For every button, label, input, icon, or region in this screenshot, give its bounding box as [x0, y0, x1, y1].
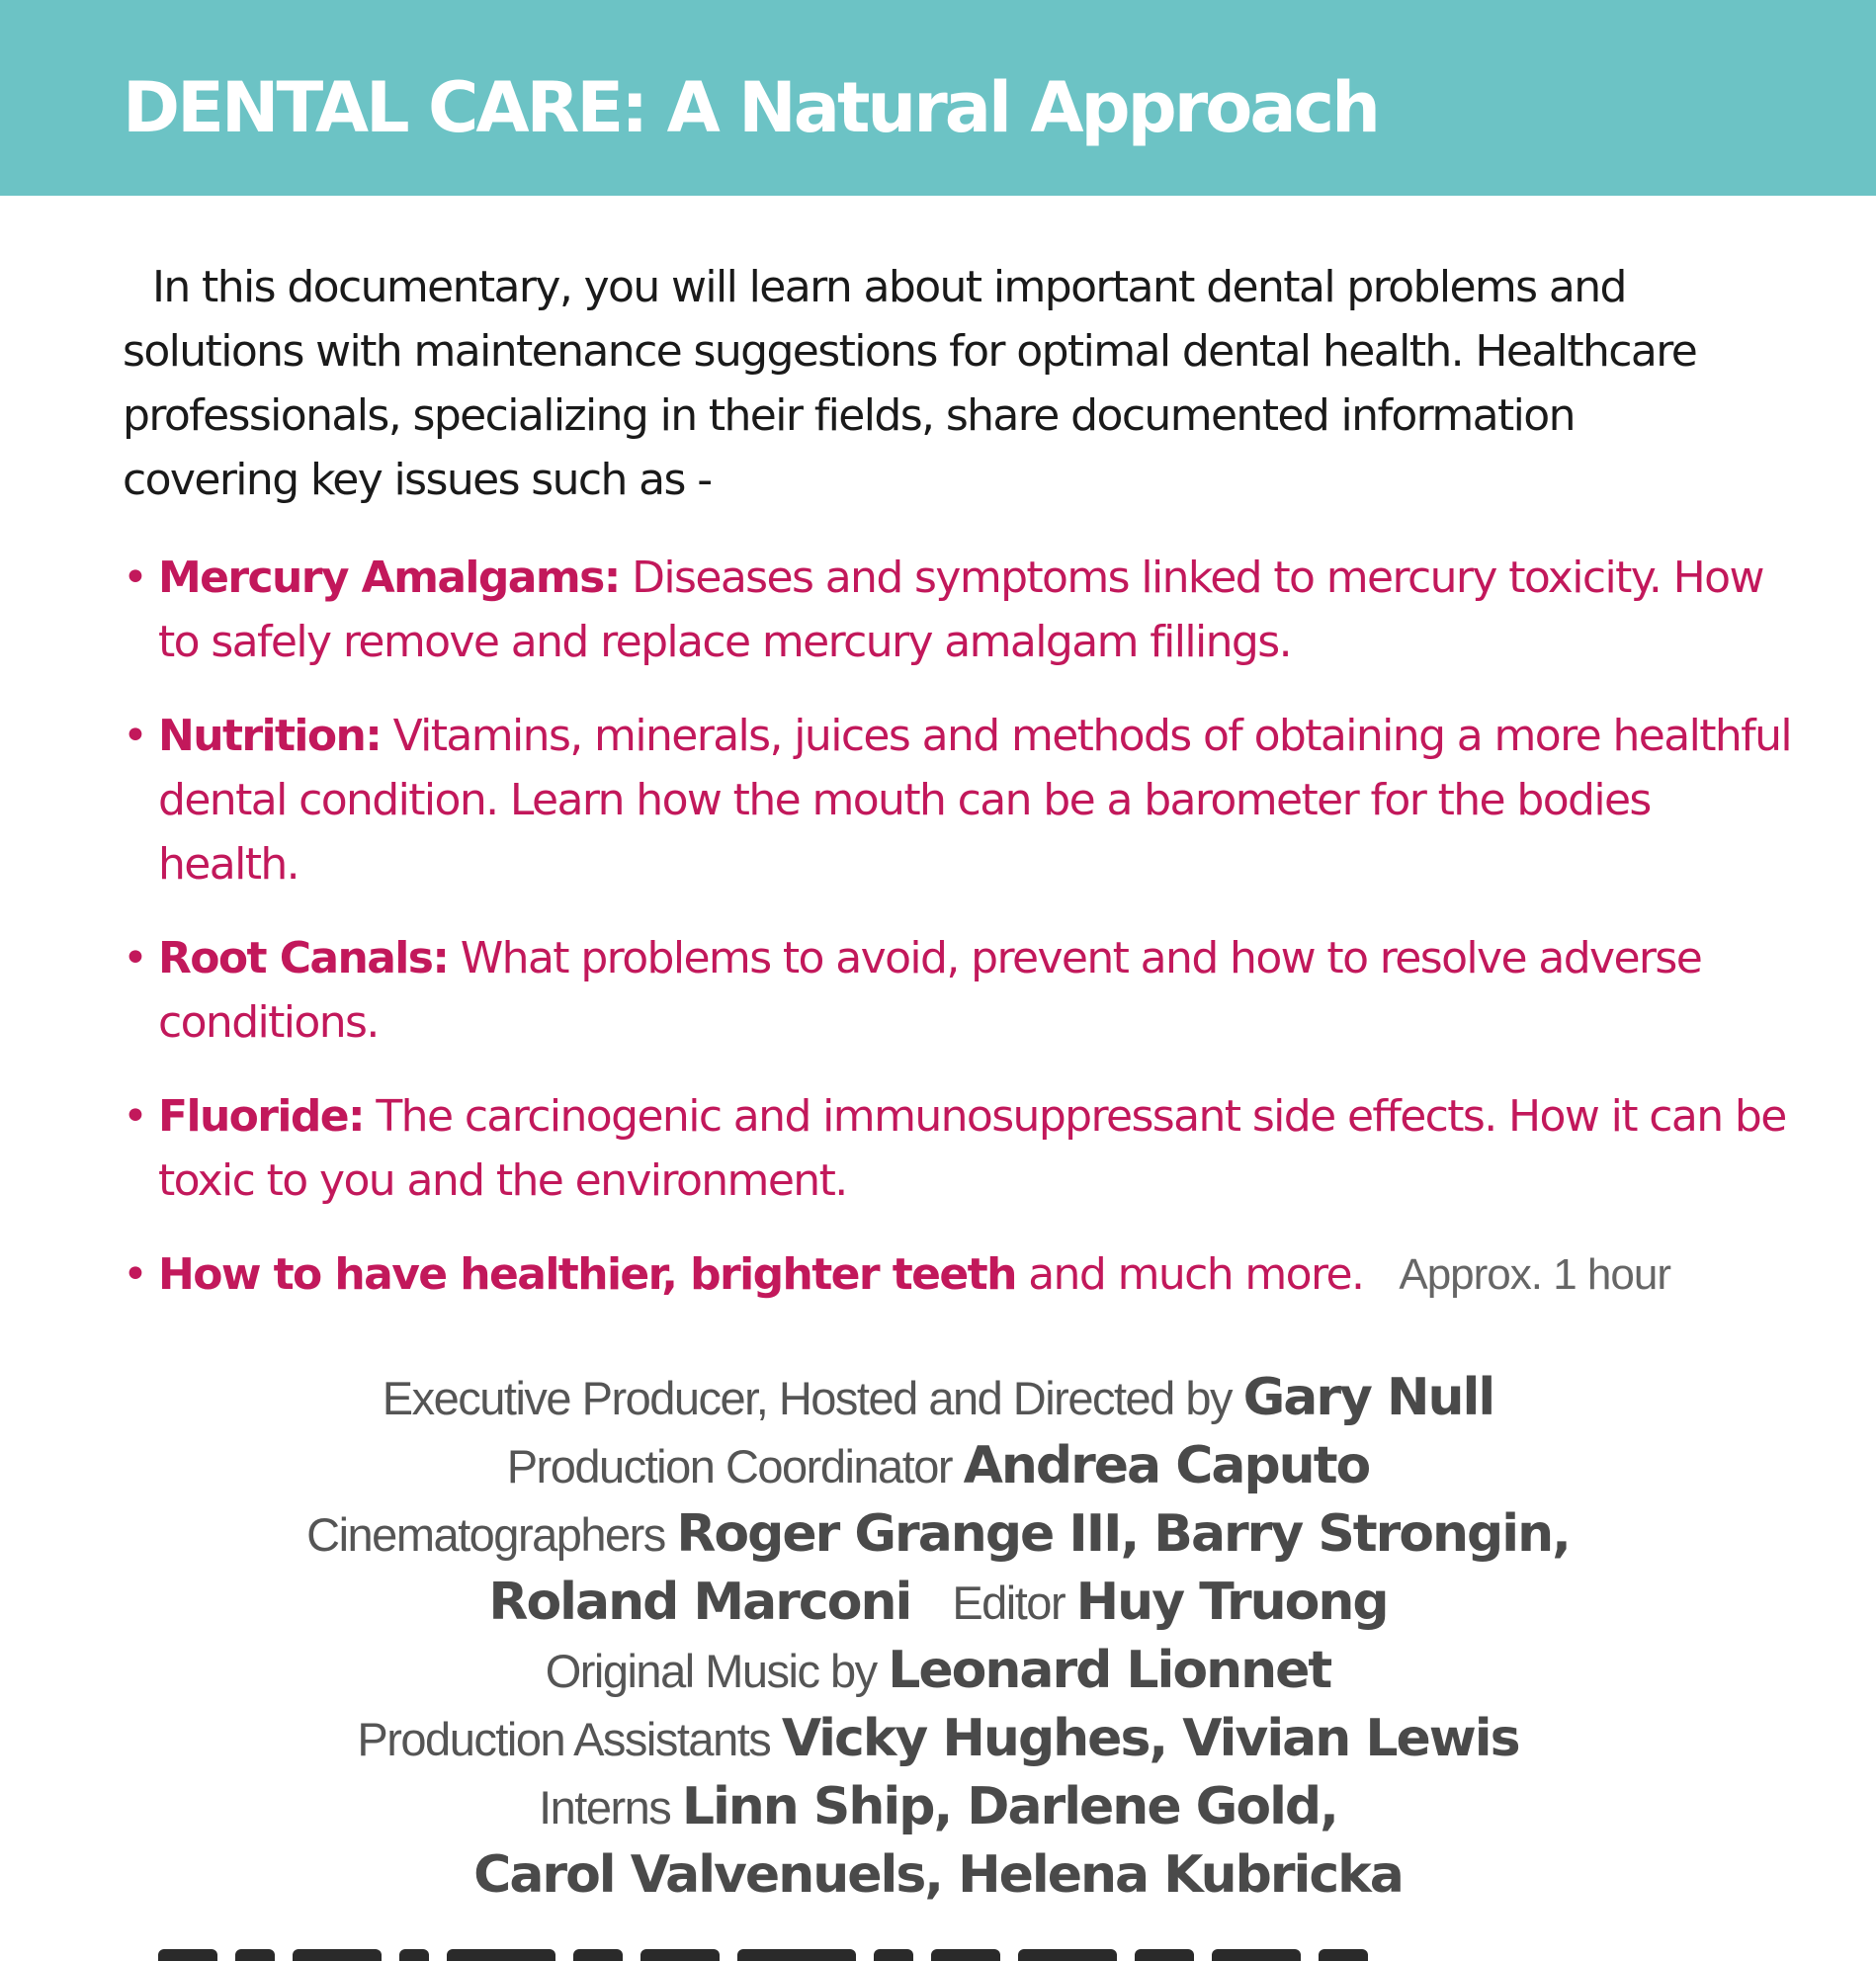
bullet-icon: •: [123, 933, 147, 983]
credit-label: Executive Producer, Hosted and Directed by: [382, 1372, 1233, 1424]
credit-name: Leonard Lionnet: [888, 1641, 1331, 1700]
credit-line-interns: [0, 1773, 1876, 1841]
bullet-icon: •: [123, 553, 147, 603]
credit-label: Original Music by: [545, 1645, 877, 1697]
bullet-text: and much more.: [1015, 1249, 1364, 1300]
bullet-term: Fluoride:: [158, 1091, 365, 1142]
bullet-term: Root Canals:: [158, 933, 449, 983]
bullet-icon: •: [123, 711, 147, 761]
intro-paragraph: In this documentary, you will learn about important dental problems and solutions with maintenance suggestions for optimal dental health. Healthcare professionals, specializing in their fields, share documented information covering key issues such as -: [123, 262, 1697, 505]
credit-name: Andrea Caputo: [963, 1436, 1370, 1495]
credit-line-executive: [0, 1364, 1876, 1432]
title-banner: [0, 0, 1876, 196]
list-item-mercury-amalgams: [123, 546, 1803, 674]
bullet-text: Diseases and symptoms linked to mercury toxicity. How to safely remove and replace mercury amalgam fillings.: [158, 553, 1763, 667]
credit-label: Interns: [539, 1781, 671, 1833]
credit-line-assistants: [0, 1705, 1876, 1773]
credit-line-cinematographers: [0, 1500, 1876, 1569]
credit-name: Linn Ship, Darlene Gold,: [681, 1777, 1337, 1836]
credit-line-coordinator: [0, 1432, 1876, 1500]
cropped-text-line: [158, 1949, 1700, 1961]
page-title: DENTAL CARE: A Natural Approach: [123, 67, 1378, 148]
bullet-term: Mercury Amalgams:: [158, 553, 620, 603]
list-item-healthier-teeth: [123, 1242, 1803, 1307]
credit-label: Editor: [952, 1577, 1066, 1629]
credits-block: [0, 1364, 1876, 1910]
bullet-text: What problems to avoid, prevent and how to resolve adverse conditions.: [158, 933, 1702, 1048]
credit-name: Huy Truong: [1075, 1573, 1388, 1632]
credit-line-interns-cont: [0, 1841, 1876, 1910]
running-time: Approx. 1 hour: [1399, 1250, 1670, 1299]
credit-label: Production Coordinator: [506, 1440, 953, 1492]
list-item-root-canals: [123, 926, 1803, 1055]
bullet-term: How to have healthier, brighter teeth: [158, 1249, 1016, 1300]
credit-name: Roland Marconi: [488, 1573, 911, 1632]
topic-list: [123, 546, 1803, 1336]
credit-name: Gary Null: [1242, 1368, 1494, 1427]
bullet-icon: •: [123, 1091, 147, 1142]
bullet-term: Nutrition:: [158, 711, 382, 761]
bullet-text: Vitamins, minerals, juices and methods of obtaining a more healthful dental condition. Learn how the mouth can be a barometer for the bodies health.: [158, 711, 1791, 890]
credit-name: Carol Valvenuels, Helena Kubricka: [473, 1845, 1403, 1905]
credit-name: Roger Grange III, Barry Strongin,: [676, 1504, 1570, 1564]
credit-name: Vicky Hughes, Vivian Lewis: [781, 1709, 1519, 1768]
credit-line-cinematographers-editor: [0, 1569, 1876, 1637]
list-item-nutrition: [123, 704, 1803, 896]
list-item-fluoride: [123, 1084, 1803, 1213]
bullet-text: The carcinogenic and immunosuppressant side effects. How it can be toxic to you and the environment.: [158, 1091, 1786, 1206]
credit-label: Cinematographers: [306, 1508, 665, 1561]
credit-label: Production Assistants: [357, 1713, 771, 1765]
bullet-icon: •: [123, 1249, 147, 1300]
credit-line-music: [0, 1637, 1876, 1705]
